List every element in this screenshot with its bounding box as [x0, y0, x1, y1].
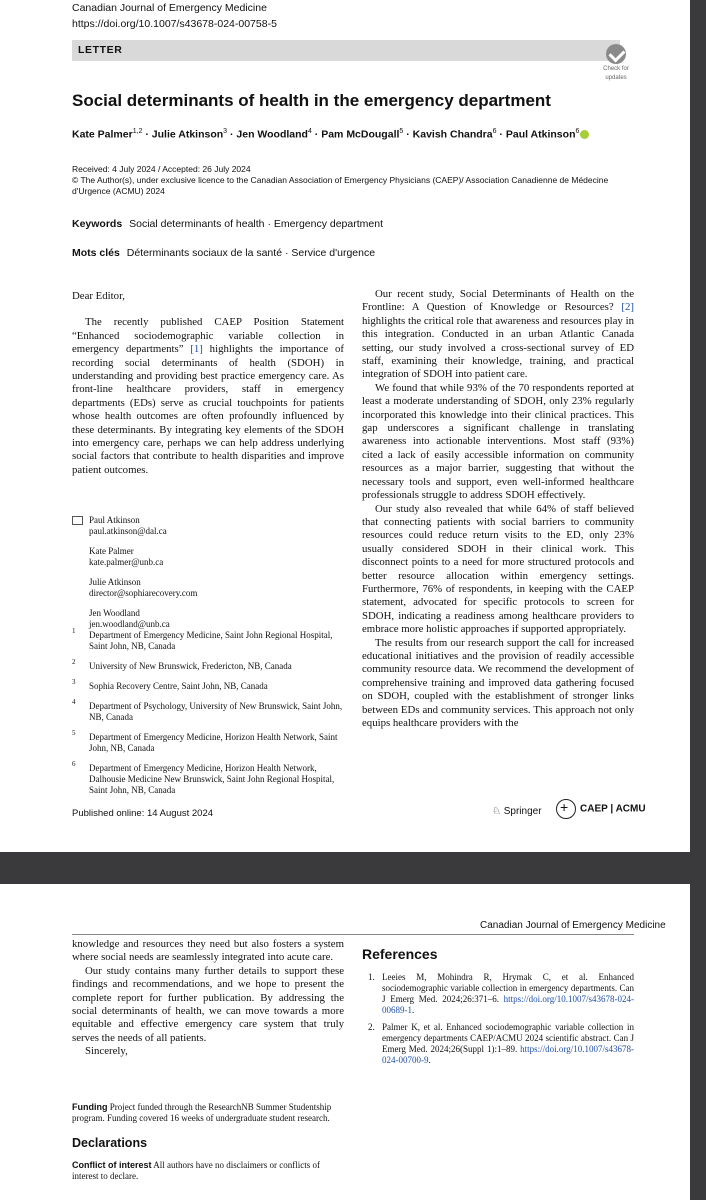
article-title: Social determinants of health in the emergency department: [72, 91, 551, 110]
paragraph-text: highlights the importance of recording social determinants of health (SDOH) in understanding and providing best practice emergency care. As front-line healthcare providers, staff in emergency departments (EDs) serve as crucial touchpoints for patients whose health outcomes are often profoundly influenced by these determinants. By integrating key elements of the SDOH into emergency care, perhaps we can help address underlying social factors that contribute to health disparities and improve patient outcomes.: [72, 343, 344, 476]
author-affiliation-sup: 6: [575, 128, 580, 135]
article-page-2: [0, 884, 690, 1200]
affiliation-number: 2: [72, 658, 76, 666]
affiliation-text: Sophia Recovery Centre, Saint John, NB, Canada: [89, 681, 268, 691]
paragraph: knowledge and resources they need but also fosters a system where social needs are seamlessly integrated into acute care.: [72, 938, 344, 964]
author-name[interactable]: Pam McDougall: [321, 128, 400, 141]
reference-tail: .: [412, 1005, 415, 1015]
checkmark-icon: [606, 44, 626, 64]
affiliation-number: 1: [72, 627, 76, 635]
reference-tail: .: [428, 1055, 431, 1065]
caep-emblem-icon: [556, 799, 576, 819]
reference-doi-link[interactable]: https://doi.org/10.1007/s43678-024-00689-1: [382, 994, 634, 1015]
funding-text: Project funded through the ResearchNB Summer Studentship program. Funding covered 16 weeks of undergraduate student research.: [72, 1102, 332, 1123]
reference-text: Palmer K, et al. Enhanced sociodemographic variable collection in emergency departments CAEP/ACMU 2024 scientific abstract. Can J Emerg Med. 2024;26(Suppl 1):1–89.: [382, 1022, 634, 1054]
contact-name: Kate Palmer: [89, 546, 134, 556]
author-name[interactable]: Kate Palmer: [72, 128, 133, 141]
journal-name: Canadian Journal of Emergency Medicine: [480, 920, 666, 931]
contact-entry: [72, 546, 344, 568]
coi-text: All authors have no disclaimers or conflicts of interest to declare.: [72, 1160, 320, 1181]
article-type-bar: [72, 40, 620, 61]
springer-horse-icon: ♘: [492, 806, 504, 817]
affiliation: [72, 658, 344, 672]
reference-number: 1.: [368, 972, 375, 982]
springer-label: Springer: [503, 806, 542, 817]
affiliation-number: 3: [72, 678, 76, 686]
contact-entry: [72, 577, 344, 599]
salutation: Dear Editor,: [72, 290, 125, 302]
right-column: [362, 288, 634, 730]
contact-email[interactable]: director@sophiarecovery.com: [89, 588, 198, 598]
contact-email[interactable]: paul.atkinson@dal.ca: [89, 526, 167, 536]
author-separator: ·: [142, 128, 152, 141]
affiliation-text: Department of Psychology, University of New Brunswick, Saint John, NB, Canada: [89, 701, 343, 722]
affiliation-text: Department of Emergency Medicine, Saint John Regional Hospital, Saint John, NB, Canada: [89, 630, 333, 651]
received-accepted: Received: 4 July 2024 / Accepted: 26 July 2024: [72, 164, 251, 174]
envelope-icon: [72, 516, 83, 525]
paragraph-text: Our recent study, Social Determinants of Health on the Frontline: A Question of Knowledge or Resources?: [362, 288, 634, 314]
reference-list: [362, 972, 634, 1072]
copyright-notice: © The Author(s), under exclusive licence to the Canadian Association of Emergency Physicians (CAEP)/ Association Canadienne de Médecine d'Urgence (ACMU) 2024: [72, 175, 609, 196]
affiliation: [72, 729, 344, 754]
article-type-label: LETTER: [78, 44, 123, 56]
reference-item: [362, 1022, 634, 1066]
affiliation: [72, 698, 344, 723]
contact-name: Paul Atkinson: [89, 515, 140, 525]
author-separator: ·: [311, 128, 322, 141]
paragraph: We found that while 93% of the 70 respondents reported at least a moderate understanding of SDOH, only 23% regularly incorporated this knowledge into their clinical practices. This gap underscores a significant challenge in translating awareness into actionable interventions. Most staff (93%) cited a lack of easily accessible information on community resources as a major barrier, suggesting that without the necessary tools and support, even well-informed healthcare professionals struggle to address SDOH effectively.: [362, 381, 634, 502]
mots-cles-text: Déterminants sociaux de la santé · Service d'urgence: [126, 247, 376, 259]
paragraph: [72, 316, 344, 477]
citation-link[interactable]: [1]: [190, 343, 203, 356]
caep-logo: [556, 799, 646, 819]
keywords-label: Keywords: [72, 218, 123, 230]
published-online: Published online: 14 August 2024: [72, 808, 214, 819]
funding-label: Funding: [72, 1102, 108, 1112]
reference-item: [362, 972, 634, 1016]
author-separator: ·: [403, 128, 413, 141]
coi-label: Conflict of interest: [72, 1160, 152, 1170]
closing: Sincerely,: [85, 1045, 128, 1058]
paragraph-text: The recently published CAEP Position Statement “Enhanced sociodemographic variable collection in emergency departments”: [72, 316, 344, 356]
mots-cles: [72, 247, 375, 259]
reference-number: 2.: [368, 1022, 375, 1032]
funding-statement: [72, 1102, 346, 1124]
author-separator: ·: [227, 128, 237, 141]
mots-cles-label: Mots clés: [72, 247, 120, 259]
affiliation-number: 4: [72, 698, 76, 706]
caep-label: CAEP | ACMU: [580, 803, 646, 815]
author-affiliation-sup: 6: [492, 128, 497, 135]
contact-entry: [72, 515, 344, 537]
doi-link[interactable]: https://doi.org/10.1007/s43678-024-00758-5: [72, 18, 277, 30]
author-name[interactable]: Paul Atkinson: [505, 128, 576, 141]
contact-name: Julie Atkinson: [89, 577, 141, 587]
keywords: [72, 218, 383, 230]
author-name[interactable]: Jen Woodland: [236, 128, 308, 141]
contact-name: Jen Woodland: [89, 608, 140, 618]
references-heading: References: [362, 946, 438, 962]
orcid-icon[interactable]: [580, 130, 589, 139]
affiliation: [72, 678, 344, 692]
keywords-text: Social determinants of health · Emergency department: [129, 218, 383, 230]
affiliation-number: 5: [72, 729, 76, 737]
paragraph: Our study also revealed that while 64% of staff believed that connecting patients with social barriers to community resources could reduce return visits to the ED, only 23% usually considered SDOH in their clinical work. This disconnect points to a need for more structured protocols and better resource allocation within emergency settings. Furthermore, 76% of respondents, in keeping with the CAEP statement, advocated for specific protocols to screen for SDOH, indicating a readiness among healthcare providers to embrace more holistic approaches if supported appropriately.: [362, 502, 634, 636]
author-name[interactable]: Julie Atkinson: [151, 128, 224, 141]
affiliation-text: Department of Emergency Medicine, Horizon Health Network, Saint John, NB, Canada: [89, 732, 338, 753]
reference-doi-link[interactable]: https://doi.org/10.1007/s43678-024-00700-9: [382, 1044, 634, 1065]
check-updates-line2: updates: [605, 75, 627, 81]
paragraph: The results from our research support the call for increased educational initiatives and the provision of readily accessible community resource data. We recommend the development of comprehensive training and improved data gathering focused on SDOH, coupled with the establishment of stronger links between EDs and community services. This approach not only equips healthcare providers with the: [362, 636, 634, 729]
contact-email[interactable]: jen.woodland@unb.ca: [89, 619, 170, 629]
contact-entry: [72, 608, 344, 630]
author-separator: ·: [496, 128, 506, 141]
left-column: [72, 290, 344, 477]
paragraph-text: highlights the critical role that awareness and resources play in this integration. Conducted in an urban Atlantic Canada setting, our study involved a cross-sectional survey of ED staff, examining their knowledge, training, and practical integration of SDOH into patient care.: [362, 314, 634, 381]
author-affiliation-sup: 4: [307, 128, 312, 135]
header-rule: [72, 934, 634, 935]
affiliation-number: 6: [72, 760, 76, 768]
check-for-updates-badge[interactable]: [598, 44, 634, 82]
contact-email[interactable]: kate.palmer@unb.ca: [89, 557, 164, 567]
left-column: [72, 938, 344, 1059]
paragraph: [362, 288, 634, 382]
paragraph: Our study contains many further details to support these findings and recommendations, and we hope to present the complete report for further publication. By addressing the social determinants of health, we can move towards a more equitable and effective emergency care system that truly serves the needs of all patients.: [72, 964, 344, 1044]
affiliation-text: Department of Emergency Medicine, Horizon Health Network, Dalhousie Medicine New Brunswick, Saint John Regional Hospital, Saint John, NB, Canada: [89, 763, 335, 795]
journal-name: Canadian Journal of Emergency Medicine: [72, 2, 267, 14]
conflict-of-interest: [72, 1160, 346, 1182]
author-affiliation-sup: 5: [399, 128, 404, 135]
affiliation-text: University of New Brunswick, Fredericton, NB, Canada: [89, 661, 292, 671]
affiliation: [72, 760, 344, 796]
affiliations: [72, 627, 344, 805]
author-affiliation-sup: 3: [223, 128, 228, 135]
author-affiliation-sup: 1,2: [132, 128, 143, 135]
article-dates: [72, 164, 632, 197]
citation-link[interactable]: [2]: [621, 301, 634, 314]
author-list: [72, 128, 589, 141]
corresponding-contacts: [72, 515, 344, 639]
author-name[interactable]: Kavish Chandra: [412, 128, 493, 141]
declarations-heading: Declarations: [72, 1136, 148, 1150]
springer-logo: [492, 806, 542, 817]
reference-text: Leeies M, Mohindra R, Hrymak C, et al. Enhanced sociodemographic variable collection in emergency departments. Can J Emerg Med. 2024;26:371–6.: [382, 972, 634, 1004]
check-updates-line1: Check for: [603, 66, 629, 72]
affiliation: [72, 627, 344, 652]
